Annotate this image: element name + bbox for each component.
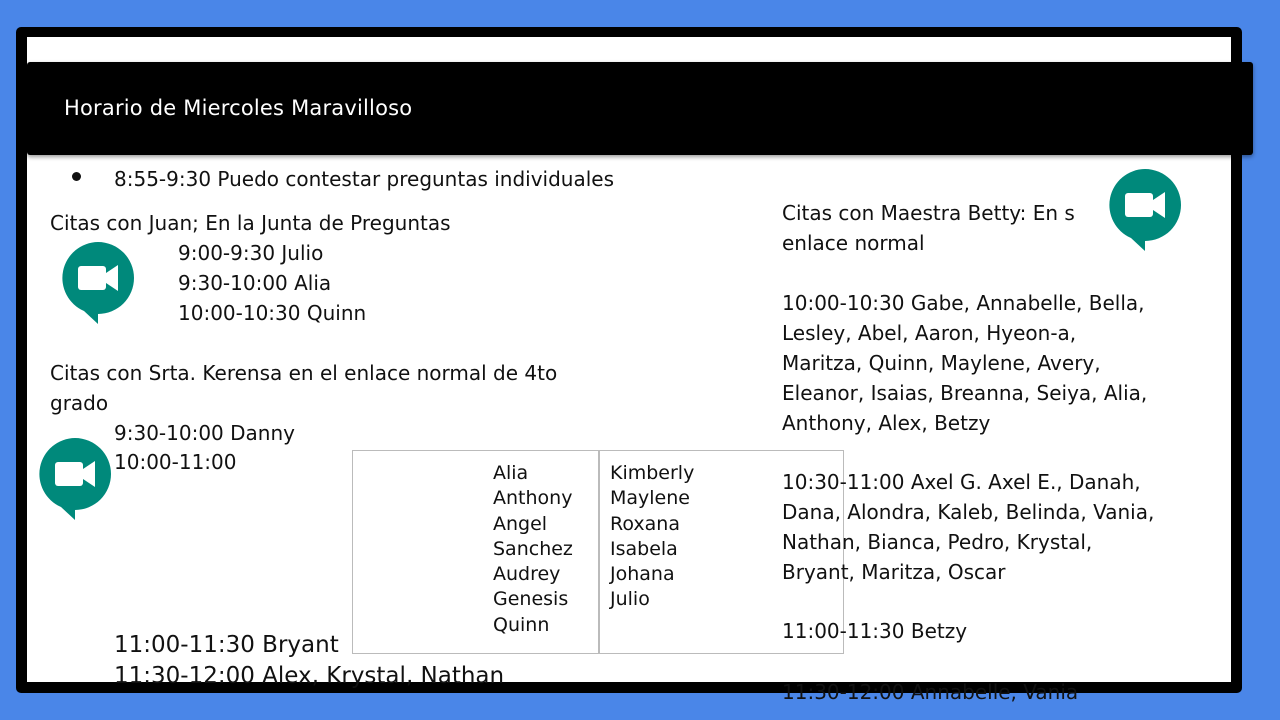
google-meet-icon[interactable] <box>37 436 113 522</box>
bullet-text: 8:55-9:30 Puedo contestar preguntas individuales <box>114 167 615 191</box>
betty-line: 11:00-11:30 Betzy <box>782 619 968 643</box>
table-divider <box>598 451 600 653</box>
list-item: Sanchez <box>493 537 573 560</box>
kerensa-heading: Citas con Srta. Kerensa en el enlace normal de 4to <box>50 361 558 385</box>
juan-slot: 9:00-9:30 Julio <box>178 241 324 265</box>
google-meet-icon[interactable] <box>1107 167 1183 253</box>
betty-line: 11:30-12:00 Annabelle, Vania <box>782 680 1079 704</box>
list-item: Isabela <box>610 537 678 560</box>
list-item: Johana <box>610 563 675 586</box>
list-item: Angel <box>493 512 548 535</box>
betty-line: Dana, Alondra, Kaleb, Belinda, Vania, <box>782 500 1155 524</box>
betty-heading-cont: enlace normal <box>782 231 925 255</box>
kerensa-slot: 9:30-10:00 Danny <box>114 421 295 445</box>
table-column-right <box>610 461 694 613</box>
juan-slot: 9:30-10:00 Alia <box>178 271 332 295</box>
google-meet-icon[interactable] <box>60 240 136 326</box>
betty-line: Maritza, Quinn, Maylene, Avery, <box>782 351 1101 375</box>
list-item: Quinn <box>493 613 550 636</box>
list-item: Genesis <box>493 588 569 611</box>
betty-line: Lesley, Abel, Aaron, Hyeon-a, <box>782 321 1077 345</box>
kerensa-slot: 10:00-11:00 <box>114 450 237 474</box>
table-column-left <box>493 461 573 638</box>
list-item: Kimberly <box>610 462 695 484</box>
betty-line: Anthony, Alex, Betzy <box>782 411 991 435</box>
betty-line: Eleanor, Isaias, Breanna, Seiya, Alia, <box>782 381 1148 405</box>
group-names-table <box>352 450 844 654</box>
betty-line: Nathan, Bianca, Pedro, Krystal, <box>782 530 1093 554</box>
juan-slot: 10:00-10:30 Quinn <box>178 301 367 325</box>
betty-line: Bryant, Maritza, Oscar <box>782 560 1006 584</box>
betty-line: 10:00-10:30 Gabe, Annabelle, Bella, <box>782 291 1145 315</box>
kerensa-heading-cont: grado <box>50 391 109 415</box>
bullet-dot <box>72 172 81 181</box>
kerensa-slot: 11:00-11:30 Bryant <box>114 632 339 658</box>
betty-line: 10:30-11:00 Axel G. Axel E., Danah, <box>782 470 1141 494</box>
list-item: Audrey <box>493 563 561 586</box>
list-item: Anthony <box>493 487 573 510</box>
juan-heading: Citas con Juan; En la Junta de Preguntas <box>50 211 451 235</box>
betty-heading: Citas con Maestra Betty: En s <box>782 201 1075 225</box>
page-title: Horario de Miercoles Maravilloso <box>64 96 413 120</box>
list-item: Maylene <box>610 487 690 510</box>
list-item: Julio <box>610 588 650 611</box>
kerensa-slot: 11:30-12:00 Alex, Krystal, Nathan <box>114 663 505 689</box>
title-bar <box>27 62 1253 155</box>
list-item: Alia <box>493 462 529 484</box>
list-item: Roxana <box>610 512 680 535</box>
